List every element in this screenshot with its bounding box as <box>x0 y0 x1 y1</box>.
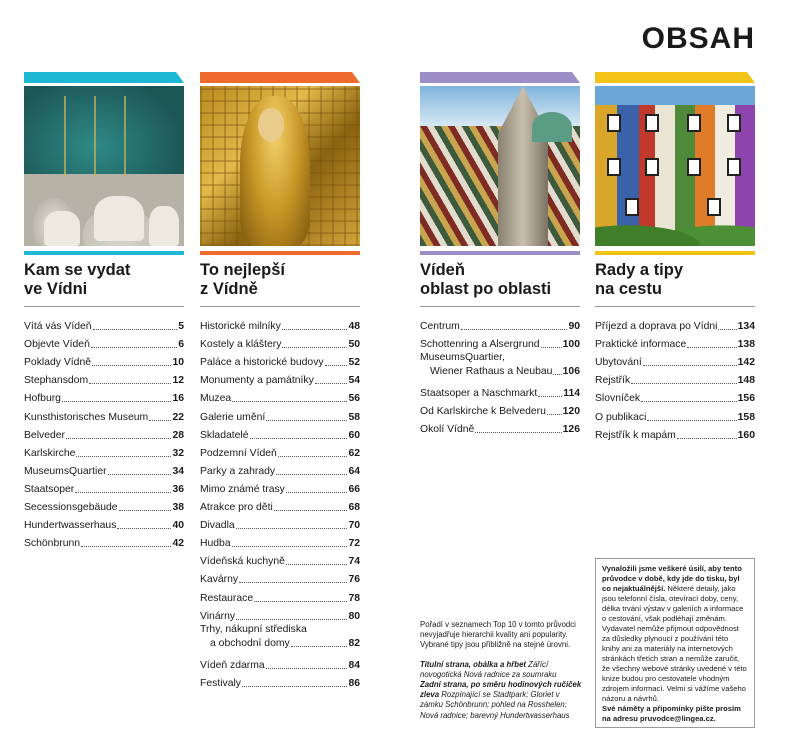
toc-entry-page: 16 <box>172 393 184 405</box>
toc-entry-label: Od Karlskirche k Belvederu <box>420 406 546 418</box>
toc-entry[interactable] <box>24 315 184 333</box>
toc-entry-page: 134 <box>737 321 755 333</box>
toc-entry-label: Festivaly <box>200 677 241 689</box>
ranking-note: Pořadí v seznamech Top 10 v tomto průvodci nevyjadřuje hierarchii kvality ani popularity. Vybrané tipy jsou přibližně na stejné úrovni. <box>420 620 576 650</box>
toc-entry-page: 84 <box>348 659 360 671</box>
toc-entry[interactable] <box>420 315 580 333</box>
toc-entry-label: Objevte Vídeň <box>24 339 90 351</box>
toc-entry-label: Hofburg <box>24 393 61 405</box>
toc-entry-page: 52 <box>348 357 360 369</box>
toc-entry-label: Restaurace <box>200 592 254 604</box>
toc-entry[interactable] <box>200 514 360 532</box>
toc-entry[interactable] <box>420 382 580 400</box>
toc-entry-label: Schottenring a Alsergrund <box>420 339 540 351</box>
toc-entry-label: Paláce a historické budovy <box>200 357 324 369</box>
toc-entry[interactable] <box>200 387 360 405</box>
toc-entry[interactable] <box>200 424 360 442</box>
toc-entry[interactable] <box>595 424 755 442</box>
toc-entry-page: 90 <box>568 321 580 333</box>
toc-entry[interactable] <box>595 387 755 405</box>
toc-entry-label: Skladatelé <box>200 429 249 441</box>
toc-entry-label: Historické milníky <box>200 321 281 333</box>
toc-entry-label: Vinárny <box>200 610 236 622</box>
toc-entry-page: 50 <box>348 339 360 351</box>
toc-entry-label: Schönbrunn <box>24 538 81 550</box>
toc-entry-page: 66 <box>348 483 360 495</box>
toc-entry-label: Galerie umění <box>200 411 266 423</box>
toc-entry[interactable] <box>420 333 580 351</box>
toc-entry[interactable] <box>200 532 360 550</box>
toc-entry-page: 54 <box>348 375 360 387</box>
toc-entry-page: 80 <box>348 610 360 622</box>
section-title: Vídeň oblast po oblasti <box>420 261 552 298</box>
top10-note <box>420 620 582 721</box>
toc-entry[interactable] <box>595 369 755 387</box>
toc-entry[interactable] <box>595 405 755 423</box>
disclaimer-body: Některé detaily, jako jsou telefonní čísla, otevírací doby, ceny, délka trvání výstav v galeriích a informace o cestování, však podléhají změnám. Vydavatel nemůže přijmout odpovědnost za důsledky plynoucí z používání této knihy ani za materiály na internetových stránkách třetích stran a nemůže zaručit, že všechny webové stránky uvedené v této knize budou pro cestovatele vhodným zdrojem informací. Velmi si vážíme vašeho názoru a návrhů. <box>602 584 747 703</box>
section-rady-a-tipy <box>595 72 755 442</box>
toc-entry-label: MuseumsQuartier, <box>420 352 505 364</box>
toc-entry[interactable] <box>24 442 184 460</box>
section-rule <box>200 251 360 255</box>
toc-entry-label: Centrum <box>420 321 460 333</box>
toc-entry-page: 106 <box>562 366 580 378</box>
toc-entry-label: Praktické informace <box>595 339 687 351</box>
toc-entry[interactable] <box>200 623 360 654</box>
toc-entry-label: O publikaci <box>595 411 647 423</box>
toc-entry[interactable] <box>200 405 360 423</box>
toc-list <box>24 315 184 550</box>
toc-entry-label: Kunsthistorisches Museum <box>24 411 149 423</box>
toc-entry-page: 76 <box>348 574 360 586</box>
golden-relief-photo <box>200 86 360 246</box>
toc-entry-label: Ubytování <box>595 357 642 369</box>
section-rule <box>24 251 184 255</box>
toc-entry[interactable] <box>24 369 184 387</box>
toc-entry-page: 5 <box>178 321 184 333</box>
section-tab <box>595 72 755 83</box>
toc-entry[interactable] <box>200 442 360 460</box>
toc-entry-label-cont: a obchodní domy <box>210 637 290 649</box>
toc-entry[interactable] <box>200 351 360 369</box>
toc-entry-page: 72 <box>348 538 360 550</box>
toc-entry-page: 100 <box>562 339 580 351</box>
toc-entry-label: Hudba <box>200 538 231 550</box>
toc-list <box>200 315 360 690</box>
toc-entry-label: Monumenty a památníky <box>200 375 314 387</box>
toc-entry[interactable] <box>200 654 360 672</box>
toc-entry[interactable] <box>200 460 360 478</box>
toc-entry-page: 156 <box>737 393 755 405</box>
section-title: Rady a tipy na cestu <box>595 261 684 298</box>
toc-entry[interactable] <box>200 672 360 690</box>
toc-entry[interactable] <box>200 568 360 586</box>
toc-entry-label: Podzemní Vídeň <box>200 447 277 459</box>
section-tab <box>24 72 184 83</box>
toc-entry-page: 10 <box>172 357 184 369</box>
toc-entry[interactable] <box>420 400 580 418</box>
toc-entry-label: Muzea <box>200 393 232 405</box>
toc-entry[interactable] <box>24 424 184 442</box>
section-to-nejlepsi <box>200 72 360 690</box>
toc-entry-page: 6 <box>178 339 184 351</box>
toc-entry-page: 32 <box>172 447 184 459</box>
toc-entry-page: 40 <box>172 520 184 532</box>
toc-entry[interactable] <box>200 369 360 387</box>
toc-entry-page: 12 <box>172 375 184 387</box>
toc-entry-label: Trhy, nákupní střediska <box>200 623 307 635</box>
section-title: To nejlepší z Vídně <box>200 261 285 298</box>
toc-list <box>595 315 755 442</box>
toc-entry[interactable] <box>200 586 360 604</box>
toc-entry-label: Secessionsgebäude <box>24 502 118 514</box>
toc-entry-label: Příjezd a doprava po Vídni <box>595 321 718 333</box>
toc-entry-page: 160 <box>737 429 755 441</box>
toc-entry-page: 56 <box>348 393 360 405</box>
toc-entry-page: 70 <box>348 520 360 532</box>
toc-entry[interactable] <box>24 405 184 423</box>
toc-entry[interactable] <box>420 418 580 436</box>
toc-entry-label: MuseumsQuartier <box>24 465 107 477</box>
toc-entry-label: Kavárny <box>200 574 239 586</box>
toc-entry-label: Parky a zahrady <box>200 465 276 477</box>
toc-entry-page: 78 <box>348 592 360 604</box>
toc-entry[interactable] <box>24 333 184 351</box>
section-tab <box>420 72 580 83</box>
section-tab <box>200 72 360 83</box>
toc-entry-page: 138 <box>737 339 755 351</box>
section-rule <box>595 251 755 255</box>
toc-entry-page: 148 <box>737 375 755 387</box>
toc-entry-label: Rejstřík k mapám <box>595 429 676 441</box>
toc-entry-label: Vídeňská kuchyně <box>200 556 285 568</box>
section-title: Kam se vydat ve Vídni <box>24 261 131 298</box>
toc-entry-label: Kostely a kláštery <box>200 339 282 351</box>
toc-entry[interactable] <box>24 496 184 514</box>
toc-entry-label: Stephansdom <box>24 375 89 387</box>
toc-entry-page: 158 <box>737 411 755 423</box>
toc-entry[interactable] <box>420 351 580 382</box>
toc-entry-label: Rejstřík <box>595 375 631 387</box>
toc-entry[interactable] <box>595 315 755 333</box>
section-viden-oblast <box>420 72 580 436</box>
disclaimer-box <box>595 558 755 728</box>
toc-entry[interactable] <box>200 333 360 351</box>
toc-entry-page: 36 <box>172 483 184 495</box>
toc-entry-label: Hundertwasserhaus <box>24 520 117 532</box>
toc-entry-label: Staatsoper <box>24 483 75 495</box>
toc-entry-label: Vídeň zdarma <box>200 659 265 671</box>
toc-entry-page: 62 <box>348 447 360 459</box>
disclaimer-closing: Své náměty a připomínky pište prosím na adresu pruvodce@lingea.cz. <box>602 704 741 723</box>
toc-list <box>420 315 580 436</box>
toc-entry-label-cont: Wiener Rathaus a Neubau <box>430 366 553 378</box>
section-rule <box>420 251 580 255</box>
toc-entry[interactable] <box>24 387 184 405</box>
toc-entry-page: 126 <box>562 424 580 436</box>
toc-entry-page: 114 <box>563 388 580 400</box>
toc-entry-page: 74 <box>348 556 360 568</box>
toc-entry[interactable] <box>200 315 360 333</box>
hofburg-photo <box>24 86 184 246</box>
toc-entry-page: 34 <box>172 465 184 477</box>
toc-entry[interactable] <box>200 478 360 496</box>
toc-entry[interactable] <box>24 460 184 478</box>
toc-entry-page: 42 <box>172 538 184 550</box>
toc-entry-label: Vítá vás Vídeň <box>24 321 92 333</box>
toc-entry[interactable] <box>200 550 360 568</box>
toc-entry[interactable] <box>595 351 755 369</box>
hundertwasserhaus-photo <box>595 86 755 246</box>
toc-entry-label: Atrakce pro děti <box>200 502 273 514</box>
toc-entry-page: 28 <box>172 429 184 441</box>
toc-entry-page: 64 <box>348 465 360 477</box>
toc-entry-label: Staatsoper a Naschmarkt <box>420 388 538 400</box>
toc-entry-label: Mimo známé trasy <box>200 483 285 495</box>
section-kam-se-vydat <box>24 72 184 550</box>
toc-entry-page: 58 <box>348 411 360 423</box>
toc-entry-label: Slovníček <box>595 393 641 405</box>
toc-entry[interactable] <box>24 351 184 369</box>
toc-entry-page: 82 <box>348 637 360 649</box>
toc-entry-page: 68 <box>348 502 360 514</box>
toc-entry[interactable] <box>24 478 184 496</box>
toc-entry-page: 120 <box>562 406 580 418</box>
toc-entry-page: 48 <box>348 321 360 333</box>
toc-entry[interactable] <box>24 532 184 550</box>
toc-entry[interactable] <box>200 605 360 623</box>
toc-entry-page: 142 <box>737 357 755 369</box>
toc-entry-label: Karlskirche <box>24 447 76 459</box>
toc-entry-page: 60 <box>348 429 360 441</box>
toc-entry-label: Divadla <box>200 520 235 532</box>
cover-credits: Titulní strana, obálka a hřbet Zářící novogotická Nová radnice za soumraku Zadní strana, po směru hodinových ručiček zleva Rozpínající se Stadtpark; Gloriet v zámku Schönbrunn; pohled na Rosshelen; Nová radnice; barevný Hundertwasserhaus <box>420 659 582 720</box>
disclaimer-lead: Vynaložili jsme veškeré úsilí, aby tento průvodce v době, kdy jde do tisku, byl co nejaktuálnější. <box>602 564 742 593</box>
toc-entry-page: 22 <box>172 411 184 423</box>
toc-entry-label: Okolí Vídně <box>420 424 475 436</box>
toc-entry[interactable] <box>595 333 755 351</box>
toc-entry[interactable] <box>24 514 184 532</box>
stephansdom-roof-photo <box>420 86 580 246</box>
page-title: OBSAH <box>641 22 755 55</box>
toc-entry-page: 38 <box>172 502 184 514</box>
toc-entry-label: Poklady Vídně <box>24 357 92 369</box>
toc-entry-label: Belveder <box>24 429 66 441</box>
toc-entry[interactable] <box>200 496 360 514</box>
toc-entry-page: 86 <box>348 677 360 689</box>
